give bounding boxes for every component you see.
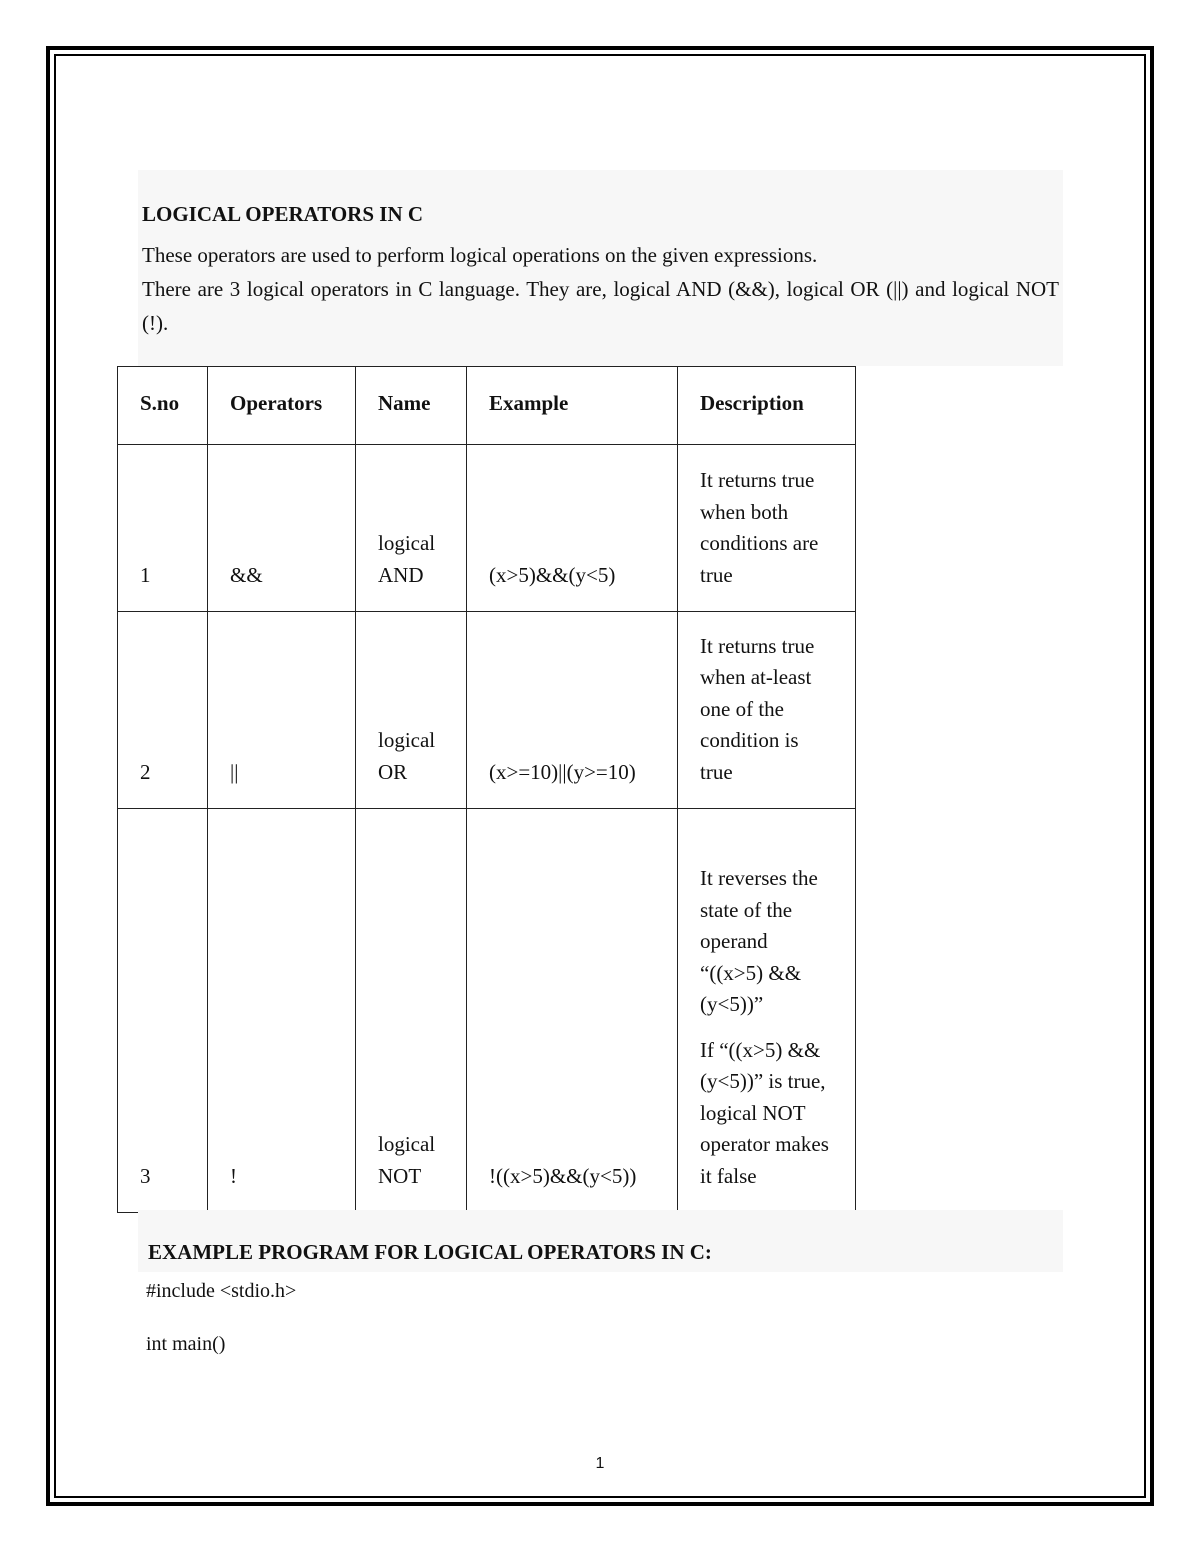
operators-table: [117, 366, 856, 1213]
cell-example: !((x>5)&&(y<5)): [467, 809, 678, 1213]
header-sno: S.no: [118, 367, 208, 445]
table-header-row: [118, 367, 856, 445]
example-heading-text: EXAMPLE PROGRAM FOR LOGICAL OPERATORS IN C:: [148, 1240, 712, 1264]
header-description: Description: [678, 367, 856, 445]
header-example: Example: [467, 367, 678, 445]
cell-operator: !: [208, 809, 356, 1213]
intro-paragraph-1: These operators are used to perform logical operations on the given expressions.: [142, 243, 818, 267]
section-heading: LOGICAL OPERATORS IN C: [142, 202, 424, 226]
table-row: [118, 809, 856, 1213]
table-row: [118, 612, 856, 809]
cell-description: [678, 445, 856, 612]
page-number: 1: [595, 1455, 605, 1472]
cell-sno: 1: [118, 445, 208, 612]
cell-name: logical AND: [356, 445, 467, 612]
table-row: [118, 445, 856, 612]
description-text: It returns true when both conditions are true: [700, 468, 819, 587]
example-section-heading: [138, 1210, 1063, 1272]
cell-example: (x>5)&&(y<5): [467, 445, 678, 612]
cell-name: logical NOT: [356, 809, 467, 1213]
cell-name: logical OR: [356, 612, 467, 809]
cell-operator: &&: [208, 445, 356, 612]
cell-description: [678, 809, 856, 1213]
cell-operator: ||: [208, 612, 356, 809]
cell-sno: 3: [118, 809, 208, 1213]
header-operators: Operators: [208, 367, 356, 445]
code-line: #include <stdio.h>: [146, 1280, 297, 1302]
intro-paragraph-2: There are 3 logical operators in C language. They are, logical AND (&&), logical OR (||) and logical NOT (!).: [142, 277, 1059, 335]
cell-example: (x>=10)||(y>=10): [467, 612, 678, 809]
header-name: Name: [356, 367, 467, 445]
cell-description: [678, 612, 856, 809]
description-text: It returns true when at-least one of the condition is true: [700, 633, 815, 784]
intro-section: [138, 170, 1063, 366]
cell-sno: 2: [118, 612, 208, 809]
description-text: It reverses the state of the operand “((x>5) && (y<5))”: [700, 866, 818, 1016]
description-text: If “((x>5) && (y<5))” is true, logical NOT operator makes it false: [700, 1037, 829, 1188]
code-line: int main(): [146, 1333, 226, 1355]
